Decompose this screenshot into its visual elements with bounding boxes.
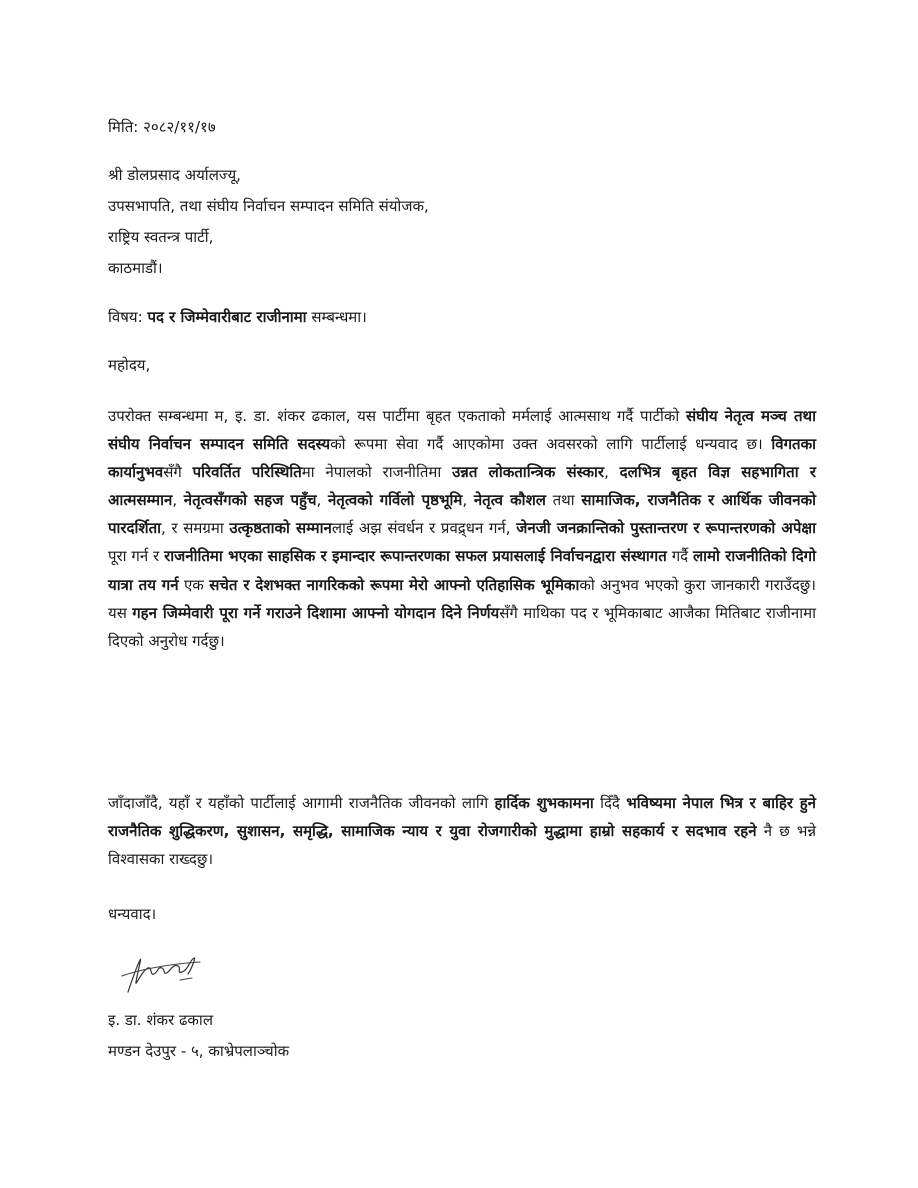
paragraph-text: , xyxy=(462,491,474,510)
signer-address: मण्डन देउपुर - ५, काभ्रेपलाञ्चोक xyxy=(108,1042,290,1060)
bold-text: परिवर्तित परिस्थिति xyxy=(192,463,302,482)
paragraph-text: , xyxy=(172,491,184,510)
paragraph-text: गर्दै xyxy=(666,547,693,566)
subject-line xyxy=(108,306,367,328)
paragraph-text: मा नेपालको राजनीतिमा xyxy=(301,463,453,482)
closing: धन्यवाद। xyxy=(108,905,157,923)
bold-text: हार्दिक शुभकामना xyxy=(494,794,594,812)
bold-text: विगतका कार्यानुभव xyxy=(108,435,816,482)
bold-text: सामाजिक, राजनैतिक र आर्थिक जीवनको पारदर्शिता xyxy=(108,491,816,538)
signature-image xyxy=(118,950,208,1000)
paragraph-text: , xyxy=(604,463,620,482)
paragraph-text: पूरा गर्न र xyxy=(108,547,165,566)
recipient-position: उपसभापति, तथा संघीय निर्वाचन सम्पादन समिति संयोजक, xyxy=(108,197,429,215)
recipient-city: काठमाडौं। xyxy=(108,259,163,277)
subject-bold: पद र जिम्मेवारीबाट राजीनामा xyxy=(147,308,307,326)
bold-text: भविष्यमा नेपाल भित्र र बाहिर हुने राजनैतिक शुद्धिकरण, सुशासन, समृद्धि, सामाजिक न्याय र युवा रोजगारीको मुद्धामा हाम्रो सहकार्य र सदभाव रहने xyxy=(108,794,816,841)
bold-text: उत्कृष्ठताको सम्मान xyxy=(229,519,332,538)
paragraph-text: एक xyxy=(178,575,210,594)
body-paragraph-2 xyxy=(108,789,816,873)
paragraph-text: तथा xyxy=(545,491,582,510)
bold-text: गहन जिम्मेवारी पूरा गर्ने गराउने दिशामा आफ्नो योगदान दिने निर्णय xyxy=(132,603,500,622)
bold-text: नेतृत्वसँगको सहज पहुँच xyxy=(183,491,317,510)
bold-text: नेतृत्व कौशल xyxy=(473,491,546,510)
bold-text: संघीय नेतृत्व मञ्च तथा संघीय निर्वाचन सम्पादन समिति सदस्य xyxy=(108,407,816,454)
letter-date: मिति: २०८२/११/१७ xyxy=(108,118,216,136)
bold-text: दलभित्र बृहत विज्ञ सहभागिता र आत्मसम्मान xyxy=(108,463,817,510)
paragraph-text: को रूपमा सेवा गर्दै आएकोमा उक्त अवसरको लागि पार्टीलाई धन्यवाद छ। xyxy=(330,435,772,454)
bold-text: लामो राजनीतिको दिगो यात्रा तय गर्न xyxy=(108,547,816,594)
paragraph-text: लाई अझ संवर्धन र प्रवद्र्धन गर्न, xyxy=(331,519,517,538)
paragraph-text: को अनुभव भएको कुरा जानकारी गराउँदछु। यस xyxy=(108,575,816,622)
paragraph-text: सँगै xyxy=(163,463,193,482)
paragraph-text: सँगै माथिका पद र भूमिकाबाट आजैका मितिबाट राजीनामा दिएको अनुरोध गर्दछु। xyxy=(108,603,816,650)
bold-text: सचेत र देशभक्त नागरिकको रूपमा मेरो आफ्नो एतिहासिक भूमिका xyxy=(209,575,580,594)
paragraph-text: जाँदाजाँदै, यहाँ र यहाँको पार्टीलाई आगामी राजनैतिक जीवनको लागि xyxy=(108,794,495,812)
paragraph-text: , र समग्रमा xyxy=(161,519,230,538)
subject-label: विषय: xyxy=(108,308,143,326)
bold-text: नेतृत्वको गर्विलो पृष्ठभूमि xyxy=(327,491,463,510)
subject-rest: सम्बन्धमा। xyxy=(311,308,367,326)
recipient-party: राष्ट्रिय स्वतन्त्र पार्टी, xyxy=(108,228,214,246)
bold-text: जेनजी जनक्रान्तिको पुस्तान्तरण र रूपान्तरणको अपेक्षा xyxy=(516,519,816,538)
salutation: महोदय, xyxy=(108,356,151,374)
signer-name: इ. डा. शंकर ढकाल xyxy=(108,1011,213,1029)
paragraph-text: उपरोक्त सम्बन्धमा म, इ. डा. शंकर ढकाल, यस पार्टीमा बृहत एकताको मर्मलाई आत्मसाथ गर्दै पार्टीको xyxy=(108,407,686,425)
bold-text: उन्नत लोकतान्त्रिक संस्कार xyxy=(452,463,605,482)
paragraph-text: , xyxy=(316,491,328,510)
paragraph-text: दिँदै xyxy=(593,794,627,812)
recipient-name: श्री डोलप्रसाद अर्यालज्यू, xyxy=(108,166,241,184)
bold-text: राजनीतिमा भएका साहसिक र इमान्दार रूपान्तरणका सफल प्रयासलाई निर्वाचनद्वारा संस्थागत xyxy=(164,547,667,566)
body-paragraph-1 xyxy=(108,402,816,655)
paragraph-text: नै छ भन्ने विश्वासका राख्दछु। xyxy=(108,822,816,869)
